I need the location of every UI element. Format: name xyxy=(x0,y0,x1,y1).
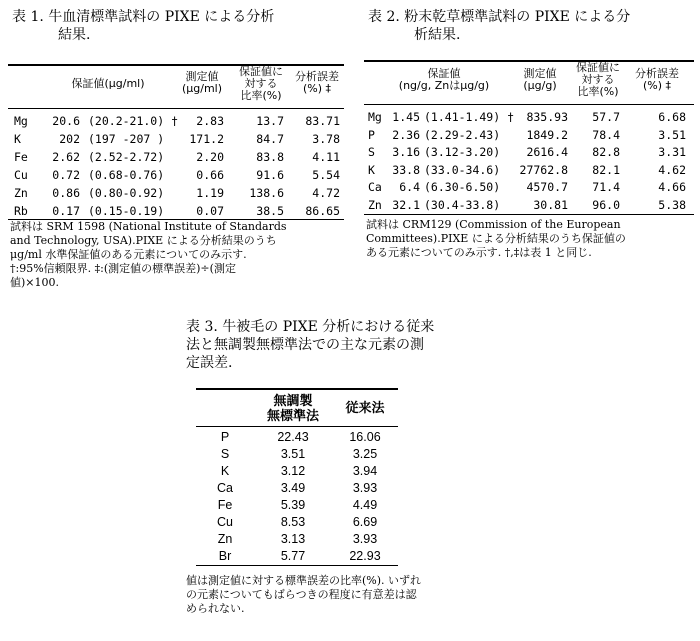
t2-header-error: 分析誤差 (%) ‡ xyxy=(635,67,679,92)
t1-cell-range: (20.2-21.0) † xyxy=(88,114,179,128)
t2-cell-error: 4.62 xyxy=(658,162,686,177)
t3-cell-element: Br xyxy=(218,549,232,563)
t2-cell-value: 32.1 xyxy=(392,197,420,212)
t3-cell-element: K xyxy=(220,464,230,478)
t2-cell-measured: 1849.2 xyxy=(526,127,568,142)
table-row xyxy=(196,479,398,497)
t1-cell-range: (2.52-2.72) xyxy=(88,150,165,164)
table-row xyxy=(196,513,398,531)
t2-cell-error: 5.38 xyxy=(658,197,686,212)
t2-cell-value: 3.16 xyxy=(392,145,420,159)
t1-cell-element: Fe xyxy=(14,150,28,164)
t1-cell-measured: 2.83 xyxy=(196,114,224,128)
t3-cell-b: 3.93 xyxy=(352,481,378,495)
table-row xyxy=(8,130,344,148)
t3-cell-b: 16.06 xyxy=(349,430,381,444)
t1-cell-error: 86.65 xyxy=(305,204,340,218)
t3-cell-element: Fe xyxy=(217,498,233,512)
t2-cell-measured: 2616.4 xyxy=(526,145,568,159)
t1-cell-range: (0.68-0.76) xyxy=(88,168,165,182)
table-row xyxy=(8,148,344,166)
table-row xyxy=(364,178,694,196)
t1-cell-error: 83.71 xyxy=(305,114,340,128)
table3-note: 値は測定値に対する標準誤差の比率(%). いずれ の元素についてもばらつきの程度に有意差は認 められない. xyxy=(186,574,422,615)
t1-header-ratio: 保証値に 対する 比率(%) xyxy=(239,65,283,102)
table1-caption: 表 1. 牛血清標準試料の PIXE による分析 結果. xyxy=(12,9,275,43)
t2-cell-element: Ca xyxy=(368,180,382,194)
t3-cell-element: S xyxy=(220,447,230,461)
t1-cell-ratio: 13.7 xyxy=(256,114,284,128)
table-row xyxy=(196,547,398,565)
t1-cell-ratio: 138.6 xyxy=(249,186,284,200)
table-row xyxy=(196,445,398,463)
t2-header-ratio: 保証値に 対する 比率(%) xyxy=(576,61,620,98)
t2-header-measured: 測定値 (μg/g) xyxy=(523,67,557,92)
t1-cell-ratio: 38.5 xyxy=(256,204,284,218)
table1-note: 試料は SRM 1598 (National Institute of Standards and Technology, USA).PIXE による分析結果のうち μg/ml 水準保証値のある元素についてのみ示す. †:95%信頼限界. ‡:(測定値の標準誤差)÷(測定 値)×100. xyxy=(10,220,287,289)
t2-cell-error: 3.51 xyxy=(658,127,686,142)
t1-cell-measured: 0.07 xyxy=(196,204,224,218)
t2-cell-value: 1.45 xyxy=(392,110,420,124)
t3-cell-element: Ca xyxy=(217,481,233,495)
table3-caption: 表 3. 牛被毛の PIXE 分析における従来 法と無調製無標準法での主な元素の測 定誤差. xyxy=(186,319,435,371)
t2-cell-element: Mg xyxy=(368,110,382,124)
t1-cell-measured: 1.19 xyxy=(196,186,224,200)
t3-cell-b: 3.94 xyxy=(352,464,378,478)
t3-cell-element: Zn xyxy=(217,532,233,546)
t1-cell-element: K xyxy=(14,132,21,146)
table-row xyxy=(196,530,398,548)
t2-cell-ratio: 57.7 xyxy=(592,110,620,124)
table-row xyxy=(364,108,694,126)
table2-caption: 表 2. 粉末乾草標準試料の PIXE による分 析結果. xyxy=(368,9,631,43)
t3-header-b: 従来法 xyxy=(345,400,385,415)
t1-cell-element: Mg xyxy=(14,114,28,128)
t2-cell-ratio: 78.4 xyxy=(592,127,620,142)
table-row xyxy=(364,161,694,179)
t2-cell-element: K xyxy=(368,162,375,177)
t3-cell-b: 6.69 xyxy=(352,515,378,529)
t3-cell-b: 22.93 xyxy=(349,549,381,563)
t2-cell-range: (1.41-1.49) † xyxy=(424,110,515,124)
t3-cell-a: 5.39 xyxy=(280,498,306,512)
t3-cell-element: Cu xyxy=(217,515,233,529)
t2-cell-element: Zn xyxy=(368,197,382,212)
t2-cell-measured: 835.93 xyxy=(526,110,568,124)
t2-cell-range: (33.0-34.6) xyxy=(424,162,501,177)
t1-cell-measured: 171.2 xyxy=(189,132,224,146)
table-row xyxy=(8,202,344,220)
t2-cell-range: (30.4-33.8) xyxy=(424,197,501,212)
t1-cell-ratio: 83.8 xyxy=(256,150,284,164)
t1-cell-error: 3.78 xyxy=(312,132,340,146)
table-row xyxy=(196,496,398,514)
t1-header-measured: 測定値 (μg/ml) xyxy=(181,70,223,95)
t3-cell-a: 3.51 xyxy=(280,447,306,461)
t3-cell-a: 5.77 xyxy=(280,549,306,563)
t2-cell-ratio: 82.1 xyxy=(592,162,620,177)
t2-cell-error: 4.66 xyxy=(658,180,686,194)
t2-cell-measured: 4570.7 xyxy=(526,180,568,194)
t2-cell-value: 6.4 xyxy=(399,180,420,194)
t3-cell-a: 8.53 xyxy=(280,515,306,529)
t2-cell-range: (6.30-6.50) xyxy=(424,180,501,194)
t1-cell-element: Cu xyxy=(14,168,28,182)
table-row xyxy=(8,166,344,184)
t1-cell-ratio: 91.6 xyxy=(256,168,284,182)
table-row xyxy=(8,112,344,130)
t3-cell-b: 4.49 xyxy=(352,498,378,512)
t1-cell-value: 0.86 xyxy=(52,186,80,200)
t2-cell-element: P xyxy=(368,127,375,142)
t2-cell-range: (3.12-3.20) xyxy=(424,145,501,159)
t1-cell-value: 20.6 xyxy=(52,114,80,128)
t2-cell-ratio: 96.0 xyxy=(592,197,620,212)
t2-header-guarantee: 保証値 (ng/g, Znはμg/g) xyxy=(398,67,490,92)
t3-cell-a: 3.12 xyxy=(280,464,306,478)
t3-cell-a: 22.43 xyxy=(277,430,309,444)
t2-cell-value: 33.8 xyxy=(392,162,420,177)
t3-cell-a: 3.49 xyxy=(280,481,306,495)
t2-cell-error: 6.68 xyxy=(658,110,686,124)
t1-cell-error: 4.72 xyxy=(312,186,340,200)
t3-header-a: 無調製 無標準法 xyxy=(266,393,319,423)
t1-cell-error: 5.54 xyxy=(312,168,340,182)
t2-cell-value: 2.36 xyxy=(392,127,420,142)
t3-cell-a: 3.13 xyxy=(280,532,306,546)
t1-header-error: 分析誤差 (%) ‡ xyxy=(295,70,339,95)
t2-cell-range: (2.29-2.43) xyxy=(424,127,501,142)
table-row xyxy=(364,126,694,144)
t1-cell-range: (0.80-0.92) xyxy=(88,186,165,200)
t1-cell-error: 4.11 xyxy=(312,150,340,164)
t2-cell-measured: 27762.8 xyxy=(519,162,568,177)
t1-cell-value: 0.72 xyxy=(52,168,80,182)
t1-cell-value: 202 xyxy=(59,132,80,146)
t2-cell-ratio: 71.4 xyxy=(592,180,620,194)
table-row xyxy=(8,184,344,202)
t2-cell-ratio: 82.8 xyxy=(592,145,620,159)
t3-cell-element: P xyxy=(220,430,230,444)
t1-cell-element: Zn xyxy=(14,186,28,200)
table2-note: 試料は CRM129 (Commission of the European Committees).PIXE による分析結果のうち保証値の ある元素についてのみ示す. †,‡は表 1 と同じ. xyxy=(366,218,626,259)
t1-cell-measured: 0.66 xyxy=(196,168,224,182)
t1-cell-ratio: 84.7 xyxy=(256,132,284,146)
t1-cell-value: 0.17 xyxy=(52,204,80,218)
table-row xyxy=(196,462,398,480)
t2-cell-measured: 30.81 xyxy=(533,197,568,212)
table-row xyxy=(196,428,398,446)
t3-cell-b: 3.25 xyxy=(352,447,378,461)
t1-cell-element: Rb xyxy=(14,204,28,218)
t1-header-guarantee: 保証値(μg/ml) xyxy=(71,77,145,90)
t2-cell-error: 3.31 xyxy=(658,145,686,159)
t1-cell-measured: 2.20 xyxy=(196,150,224,164)
t3-cell-b: 3.93 xyxy=(352,532,378,546)
t1-cell-range: (0.15-0.19) xyxy=(88,204,165,218)
table-row xyxy=(364,196,694,214)
table-row xyxy=(364,143,694,161)
t2-cell-element: S xyxy=(368,145,375,159)
t1-cell-value: 2.62 xyxy=(52,150,80,164)
t1-cell-range: (197 -207 ) xyxy=(88,132,165,146)
